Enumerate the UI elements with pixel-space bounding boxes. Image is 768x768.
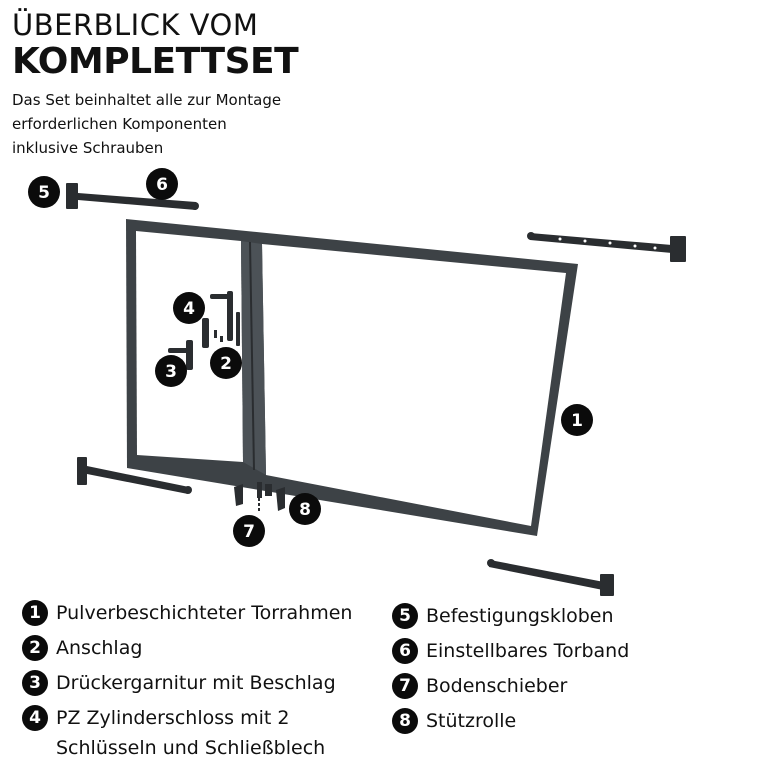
callout-badge-7 <box>233 515 265 547</box>
legend-label: Bodenschieber <box>426 675 568 697</box>
callout-number: 1 <box>571 411 583 431</box>
legend-badge: 8 <box>392 708 418 734</box>
hinge-bottom-right <box>487 559 614 596</box>
callout-number: 6 <box>156 175 168 195</box>
callout-badge-1 <box>561 404 593 436</box>
hinge-top-left <box>66 183 199 210</box>
legend-badge: 5 <box>392 603 418 629</box>
callout-badge-4 <box>173 292 205 324</box>
legend-item-8 <box>392 706 516 736</box>
callout-number: 5 <box>38 183 50 203</box>
legend-badge: 1 <box>22 600 48 626</box>
legend-item-3 <box>22 668 336 698</box>
callout-badge-6 <box>146 168 178 200</box>
callout-number: 8 <box>299 500 311 520</box>
legend-item-2 <box>22 633 142 663</box>
intro-line: Das Set beinhaltet alle zur Montage <box>12 91 282 109</box>
legend-label: PZ Zylinderschloss mit 2 <box>56 707 290 729</box>
legend-label: Schlüsseln und Schließblech <box>56 737 326 759</box>
callout-number: 3 <box>165 362 177 382</box>
callout-number: 4 <box>183 299 195 319</box>
heading-line-2: KOMPLETTSET <box>12 41 299 82</box>
legend-item-1 <box>22 598 352 628</box>
legend-badge: 3 <box>22 670 48 696</box>
legend-label: Anschlag <box>56 637 143 659</box>
heading-line-1: ÜBERBLICK VOM <box>12 8 259 42</box>
hinge-top-right <box>527 232 686 262</box>
legend-label: Pulverbeschichteter Torrahmen <box>56 602 353 624</box>
intro-line: erforderlichen Komponenten <box>12 115 227 133</box>
intro-line: inklusive Schrauben <box>12 139 164 157</box>
legend-item-6 <box>392 636 629 666</box>
callout-badge-8 <box>289 493 321 525</box>
gate-frame <box>126 219 578 536</box>
callout-number: 2 <box>220 354 232 374</box>
callout-badge-2 <box>210 347 242 379</box>
legend-badge: 6 <box>392 638 418 664</box>
legend-label: Drückergarnitur mit Beschlag <box>56 672 336 694</box>
legend-badge: 2 <box>22 635 48 661</box>
legend-label: Einstellbares Torband <box>426 640 630 662</box>
legend-badge: 7 <box>392 673 418 699</box>
callout-number: 7 <box>243 522 255 542</box>
legend-badge: 4 <box>22 705 48 731</box>
legend-item-4 <box>22 703 325 763</box>
legend-label: Befestigungskloben <box>426 605 614 627</box>
callout-badge-3 <box>155 355 187 387</box>
legend-label: Stützrolle <box>426 710 517 732</box>
legend-item-7 <box>392 671 567 701</box>
callout-badge-5 <box>28 176 60 208</box>
legend-item-5 <box>392 601 614 631</box>
